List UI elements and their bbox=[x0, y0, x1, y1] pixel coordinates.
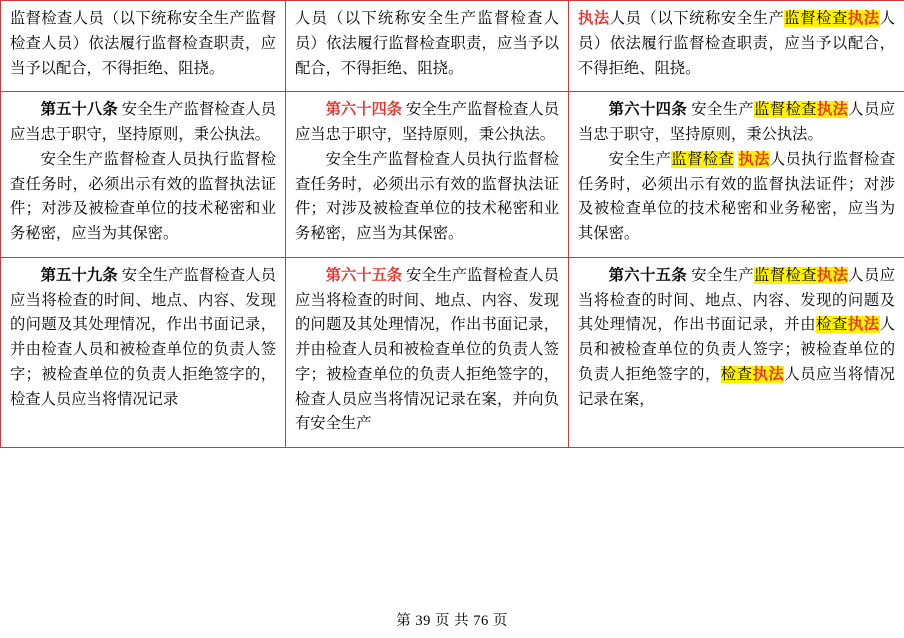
paragraph bbox=[10, 7, 276, 81]
table-row bbox=[1, 92, 904, 258]
paragraph bbox=[578, 148, 895, 247]
text-run: 安全生产监督检查人员应当将检查的时间、地点、内容、发现的问题及其处理情况，作出书面记录，并由检查人员和被检查单位的负责人签字；被检查单位的负责人拒绝签字的，检查人员应当将情况记录 bbox=[10, 266, 276, 408]
paragraph bbox=[10, 148, 276, 247]
text-run: 安全生产监督检查人员应当忠于职守，坚持原则，秉公执法。 bbox=[295, 101, 559, 144]
text-run-red-highlight: 执法 bbox=[847, 316, 880, 334]
text-run: 人员应当将情况记录在案， bbox=[578, 365, 895, 408]
page-footer bbox=[0, 609, 904, 630]
text-run: 人员应当将检查的时间、地点、内容、发现的问题及其处理情况，作出书面记录，并由 bbox=[578, 266, 895, 334]
text-run: 安全生产 bbox=[608, 150, 672, 168]
text-run-red-highlight: 执法 bbox=[847, 10, 880, 27]
text-run: 人员）依法履行监督检查职责，应当予以配合，不得拒绝、阻挠。 bbox=[578, 10, 895, 77]
paragraph bbox=[578, 264, 895, 413]
text-run: 安全生产监督检查人员应当忠于职守，坚持原则，秉公执法。 bbox=[10, 101, 276, 144]
text-run: 监督检查人员（以下统称安全生产监督检查人员）依法履行监督检查职责，应当予以配合，不得拒绝、阻挠。 bbox=[10, 10, 276, 77]
text-run: 人员应当忠于职守，坚持原则，秉公执法。 bbox=[578, 101, 895, 144]
paragraph bbox=[295, 7, 559, 81]
cell-middle bbox=[286, 257, 569, 447]
text-run: 安全生产 bbox=[687, 101, 755, 119]
footer-middle: 页 共 bbox=[434, 613, 470, 629]
text-run: 人员和被检查单位的负责人签字；被检查单位的负责人拒绝签字的， bbox=[578, 316, 895, 383]
article-number: 第五十九条 bbox=[40, 266, 118, 284]
text-run-red-highlight: 执法 bbox=[816, 266, 849, 284]
paragraph bbox=[295, 148, 559, 247]
cell-left bbox=[1, 92, 286, 258]
text-run: 安全生产 bbox=[687, 266, 755, 284]
article-number: 第六十四条 bbox=[325, 101, 403, 119]
cell-left bbox=[1, 257, 286, 447]
paragraph bbox=[578, 7, 895, 81]
text-run-highlight: 监督检查 bbox=[754, 266, 817, 284]
text-run: 人员执行监督检查任务时，必须出示有效的监督执法证件；对涉及被检查单位的技术秘密和业务秘密，应当为其保密。 bbox=[578, 150, 895, 243]
text-run: 安全生产监督检查人员应当将检查的时间、地点、内容、发现的问题及其处理情况，作出书面记录，并由检查人员和被检查单位的负责人签字；被检查单位的负责人拒绝签字的，检查人员应当将情况记录在案，并向负有安全生产 bbox=[295, 266, 559, 433]
text-run-red-highlight: 执法 bbox=[738, 150, 770, 168]
text-run-red-highlight: 执法 bbox=[752, 365, 785, 383]
cell-right bbox=[569, 1, 904, 92]
table-row bbox=[1, 257, 904, 447]
article-number: 第六十五条 bbox=[325, 266, 403, 284]
cell-middle bbox=[286, 1, 569, 92]
footer-suffix: 页 bbox=[492, 613, 508, 629]
text-run: 安全生产监督检查人员执行监督检查任务时，必须出示有效的监督执法证件；对涉及被检查单位的技术秘密和业务秘密，应当为其保密。 bbox=[295, 150, 559, 243]
text-run-red-highlight: 执法 bbox=[816, 101, 849, 119]
cell-right bbox=[569, 257, 904, 447]
footer-page-number: 39 bbox=[415, 613, 431, 629]
table-row bbox=[1, 1, 904, 92]
paragraph bbox=[295, 98, 559, 148]
text-run-highlight: 检查 bbox=[816, 316, 848, 334]
text-run-highlight: 监督检查 bbox=[671, 150, 735, 168]
text-run-highlight: 检查 bbox=[720, 365, 753, 383]
text-run: 人员（以下统称安全生产 bbox=[609, 10, 785, 27]
text-run-highlight: 监督检查 bbox=[784, 10, 848, 27]
table-body bbox=[1, 1, 904, 448]
article-number: 第六十四条 bbox=[608, 101, 688, 119]
cell-right bbox=[569, 92, 904, 258]
text-run-red: 执法 bbox=[578, 10, 610, 27]
text-run: 安全生产监督检查人员执行监督检查任务时，必须出示有效的监督执法证件；对涉及被检查单位的技术秘密和业务秘密，应当为其保密。 bbox=[10, 150, 276, 243]
paragraph bbox=[10, 264, 276, 413]
paragraph bbox=[578, 98, 895, 148]
paragraph bbox=[295, 264, 559, 437]
text-run: 人员（以下统称安全生产监督检查人员）依法履行监督检查职责，应当予以配合，不得拒绝、阻挠。 bbox=[295, 10, 559, 77]
text-run-highlight: 监督检查 bbox=[754, 101, 817, 119]
article-number: 第六十五条 bbox=[608, 266, 688, 284]
footer-prefix: 第 bbox=[396, 613, 412, 629]
paragraph bbox=[10, 98, 276, 148]
cell-left bbox=[1, 1, 286, 92]
footer-total-pages: 76 bbox=[473, 613, 489, 629]
cell-middle bbox=[286, 92, 569, 258]
article-number: 第五十八条 bbox=[40, 101, 118, 119]
